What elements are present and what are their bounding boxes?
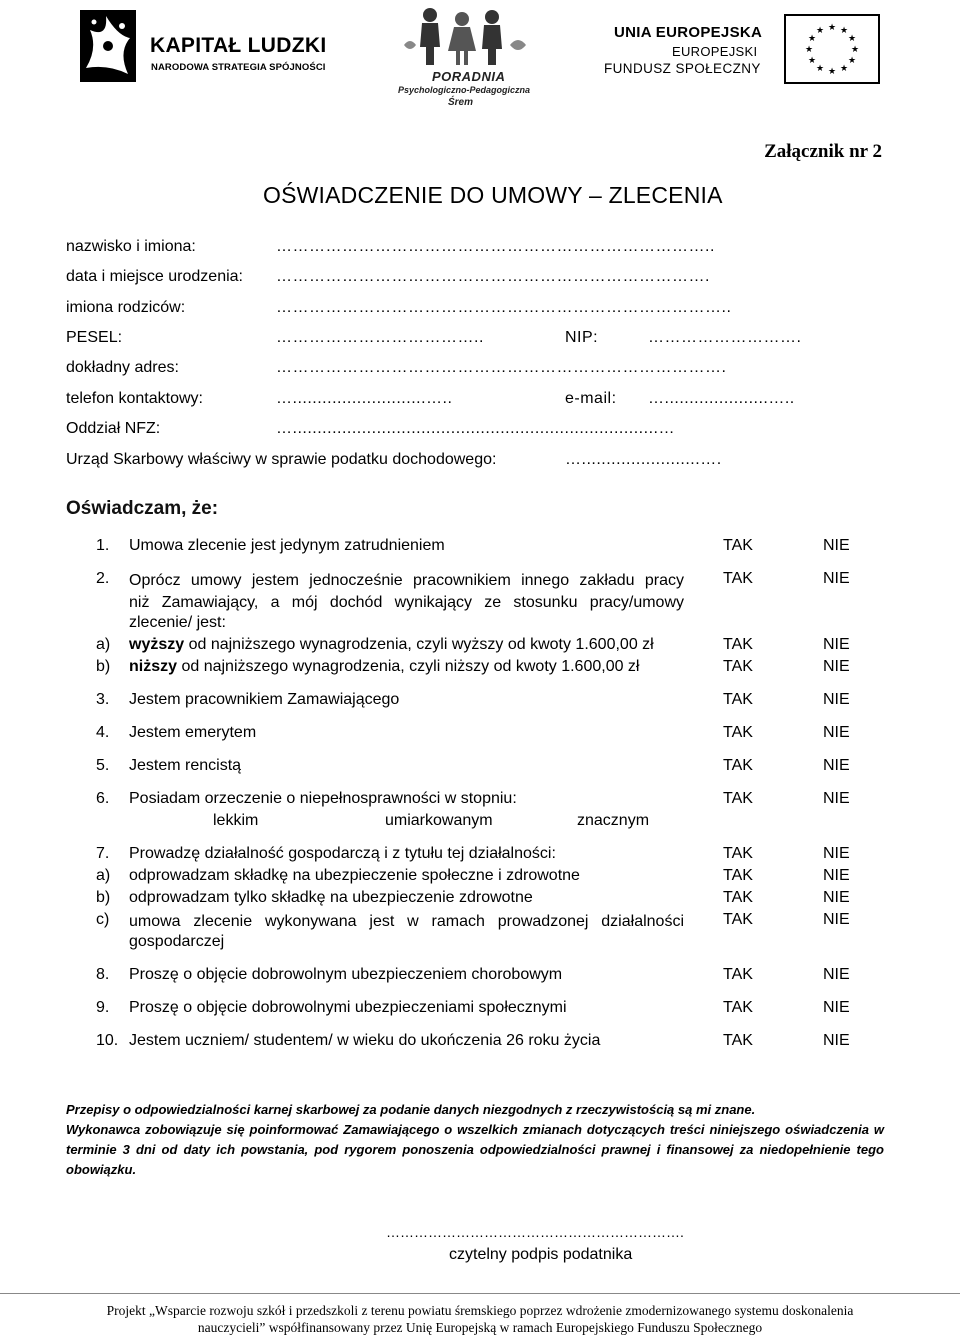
svg-text:★: ★ [804,45,814,55]
section-title: Oświadczam, że: [66,498,219,519]
nfz-field[interactable]: …..........................................................................… [276,420,675,437]
svg-text:★: ★ [839,64,849,74]
item-2-yes[interactable]: TAK [723,570,753,587]
item-3-text: Jestem pracownikiem Zamawiającego [129,691,400,708]
email-label: e-mail: [565,390,617,407]
attachment-number: Załącznik nr 2 [764,141,882,162]
disclaimer-line-1: Przepisy o odpowiedzialności karnej skarbowej za podanie danych niezgodnych z rzeczywistością są mi znane. [66,1102,756,1117]
item-3-number: 3. [96,691,110,708]
item-10-no[interactable]: NIE [823,1032,850,1049]
item-7-no[interactable]: NIE [823,845,850,862]
pesel-field[interactable]: ……………………………….. [276,329,484,346]
legal-disclaimer [66,1100,884,1180]
item-7b-no[interactable]: NIE [823,889,850,906]
item-5-no[interactable]: NIE [823,757,850,774]
item-10-number: 10. [96,1032,119,1049]
parents-field[interactable]: ……………………………………………………………………….. [276,299,732,316]
disability-option-severe[interactable]: znacznym [577,812,650,829]
item-7b-yes[interactable]: TAK [723,889,753,906]
item-8-text: Proszę o objęcie dobrowolnym ubezpieczeniem chorobowym [129,966,563,983]
eu-flag-icon [784,14,880,84]
item-8-no[interactable]: NIE [823,966,850,983]
item-5-yes[interactable]: TAK [723,757,753,774]
item-7c-letter: c) [96,911,110,928]
item-5-number: 5. [96,757,110,774]
nip-field[interactable]: ………………………. [648,329,802,346]
item-7c-no[interactable]: NIE [823,911,850,928]
page-title: OŚWIADCZENIE DO UMOWY – ZLECENIA [263,182,723,208]
item-9-yes[interactable]: TAK [723,999,753,1016]
item-9-text: Proszę o objęcie dobrowolnymi ubezpieczeniami społecznymi [129,999,567,1016]
email-field[interactable]: ….....................….. [648,390,795,407]
address-field[interactable]: ………………………………………………………………………. [276,359,727,376]
item-2b-rest: od najniższego wynagrodzenia, czyli niższy od kwoty 1.600,00 zł [177,658,640,675]
tax-office-label: Urząd Skarbowy właściwy w sprawie podatku dochodowego: [66,451,497,468]
item-2b-yes[interactable]: TAK [723,658,753,675]
efs-line1: EUROPEJSKI [672,44,758,59]
svg-text:★: ★ [815,64,825,74]
item-4-number: 4. [96,724,110,741]
item-8-number: 8. [96,966,110,983]
kapital-ludzki-title: KAPITAŁ LUDZKI [150,34,327,57]
name-label: nazwisko i imiona: [66,238,196,255]
svg-text:★: ★ [827,23,837,33]
item-8-yes[interactable]: TAK [723,966,753,983]
item-7c-line-1: umowa zlecenie wykonywana jest w ramach prowadzonej działalności [129,913,684,930]
svg-text:★: ★ [815,26,825,36]
footer-line-1: Projekt „Wsparcie rozwoju szkół i przedszkoli z terenu powiatu śremskiego poprzez wdrożenie zmodernizowanego systemu doskonalenia [106,1303,854,1318]
item-6-no[interactable]: NIE [823,790,850,807]
disclaimer-line-2: Wykonawca zobowiązuje się poinformować Zamawiającego o wszelkich zmianach dotyczących treści niniejszego oświadczenia w terminie 3 dni od daty ich powstania, pod rygorem ponoszenia odpowiedzialności prawnej i finansowej za niedopełnienie tego obowiązku. [66,1122,884,1177]
item-7a-letter: a) [96,867,111,884]
phone-label: telefon kontaktowy: [66,390,203,407]
item-2b-letter: b) [96,658,111,675]
item-2-no[interactable]: NIE [823,570,850,587]
item-6-text: Posiadam orzeczenie o niepełnosprawności w stopniu: [129,790,517,807]
item-7b-letter: b) [96,889,111,906]
item-7-text: Prowadzę działalność gospodarczą i z tytułu tej działalności: [129,845,556,862]
item-4-text: Jestem emerytem [129,724,257,741]
item-2a-letter: a) [96,636,111,653]
item-9-number: 9. [96,999,110,1016]
unia-europejska-logo [600,14,890,94]
poradnia-logo [392,5,552,108]
item-2-line-1: Oprócz umowy jestem jednocześnie pracownikiem innego zakładu pracy [129,572,684,589]
unia-europejska-title: UNIA EUROPEJSKA [614,24,763,41]
item-2a-no[interactable]: NIE [823,636,850,653]
item-2b-text [129,658,639,676]
item-2-line-2: niż Zamawiający, a mój dochód wynikający ze stosunku pracy/umowy [129,594,684,611]
address-label: dokładny adres: [66,359,179,376]
poradnia-name: PORADNIA [432,69,506,84]
disability-option-light[interactable]: lekkim [213,812,259,829]
item-6-number: 6. [96,790,110,807]
item-1-number: 1. [96,537,110,554]
item-4-yes[interactable]: TAK [723,724,753,741]
svg-text:★: ★ [847,56,857,66]
name-field[interactable]: …………………………………………………………………….. [276,238,715,255]
item-2-number: 2. [96,570,110,587]
parents-label: imiona rodziców: [66,299,186,316]
item-2a-bold: wyższy [129,636,185,653]
children-figures-icon [400,5,540,69]
phone-field[interactable]: …...........................….. [276,390,453,407]
item-2a-text [129,636,654,654]
item-7a-no[interactable]: NIE [823,867,850,884]
svg-text:★: ★ [807,56,817,66]
nfz-label: Oddział NFZ: [66,420,161,437]
item-9-no[interactable]: NIE [823,999,850,1016]
item-3-no[interactable]: NIE [823,691,850,708]
item-2b-no[interactable]: NIE [823,658,850,675]
item-6-yes[interactable]: TAK [723,790,753,807]
item-4-no[interactable]: NIE [823,724,850,741]
efs-line2: FUNDUSZ SPOŁECZNY [604,61,761,76]
item-7b-text: odprowadzam tylko składkę na ubezpieczenie zdrowotne [129,889,533,906]
kapital-ludzki-subtitle: NARODOWA STRATEGIA SPÓJNOŚCI [151,62,326,73]
pesel-label: PESEL: [66,329,123,346]
footer-divider [0,1293,960,1294]
kapital-ludzki-logo [78,8,338,88]
item-7a-text: odprowadzam składkę na ubezpieczenie społeczne i zdrowotne [129,867,580,884]
poradnia-city: Śrem [448,97,474,108]
item-1-yes[interactable]: TAK [723,537,753,554]
item-7-yes[interactable]: TAK [723,845,753,862]
disability-option-moderate[interactable]: umiarkowanym [385,812,493,829]
svg-text:★: ★ [839,26,849,36]
item-7-number: 7. [96,845,110,862]
tax-office-field[interactable]: …........................…. [565,451,722,468]
item-10-yes[interactable]: TAK [723,1032,753,1049]
item-1-text: Umowa zlecenie jest jedynym zatrudnieniem [129,537,445,554]
signature-label: czytelny podpis podatnika [449,1246,633,1263]
nip-label: NIP: [565,329,599,346]
item-2a-yes[interactable]: TAK [723,636,753,653]
svg-text:★: ★ [827,67,837,77]
svg-text:★: ★ [847,34,857,44]
signature-field[interactable]: ………………………………………………………. [386,1224,684,1240]
svg-text:★: ★ [807,34,817,44]
item-2-line-3: zlecenie/ jest: [129,614,226,631]
footer-line-2: nauczycieli” współfinansowany przez Unię Europejską w ramach Europejskiego Funduszu Społecznego [197,1320,763,1335]
item-7c-line-2: gospodarczej [129,933,225,950]
kapital-ludzki-emblem-icon [78,8,138,84]
item-7a-yes[interactable]: TAK [723,867,753,884]
footer [0,1302,960,1336]
item-1-no[interactable]: NIE [823,537,850,554]
poradnia-subtitle: Psychologiczno-Pedagogiczna [398,85,531,95]
item-7c-yes[interactable]: TAK [723,911,753,928]
item-2b-bold: niższy [129,658,178,675]
birth-label: data i miejsce urodzenia: [66,268,243,285]
item-3-yes[interactable]: TAK [723,691,753,708]
item-10-text: Jestem uczniem/ studentem/ w wieku do ukończenia 26 roku życia [129,1032,601,1049]
birth-field[interactable]: ……………………………………………………………………. [276,268,710,285]
svg-text:★: ★ [850,45,860,55]
item-2a-rest: od najniższego wynagrodzenia, czyli wyższy od kwoty 1.600,00 zł [184,636,654,653]
item-5-text: Jestem rencistą [129,757,242,774]
